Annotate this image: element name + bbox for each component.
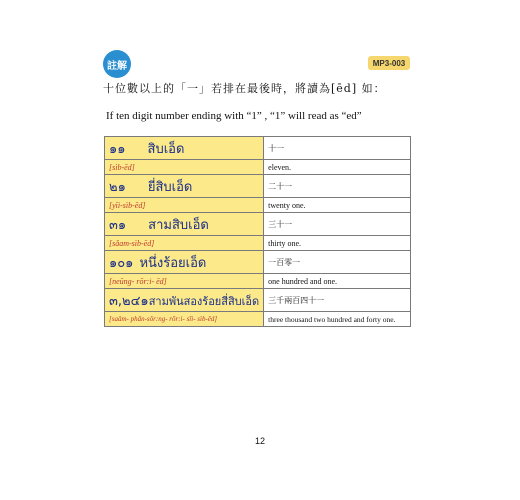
chinese-cell: 二十一 — [264, 175, 411, 198]
thai-numeral: ๓,๒๔๑ — [109, 293, 149, 309]
table-row — [105, 236, 411, 251]
thai-cell — [105, 289, 264, 312]
thai-cell — [105, 251, 264, 274]
thai-numeral: ๓๑ — [109, 217, 127, 233]
thai-numeral: ๒๑ — [109, 179, 126, 195]
audio-track-label: MP3-003 — [368, 56, 410, 70]
table-row — [105, 160, 411, 175]
chinese-cell: 一百零一 — [264, 251, 411, 274]
english-cell: eleven. — [264, 160, 411, 175]
table-row — [105, 289, 411, 312]
romanization-cell: [yīi-sìb-ēd] — [105, 198, 264, 213]
thai-numeral: ๑๑ — [109, 141, 126, 157]
romanization-cell: [sìb-ēd] — [105, 160, 264, 175]
romanization-cell: [neūng- rōr:i- ēd] — [105, 274, 264, 289]
thai-cell — [105, 137, 264, 160]
table-row — [105, 312, 411, 327]
table-row — [105, 175, 411, 198]
chinese-cell: 十一 — [264, 137, 411, 160]
chinese-cell: 三千兩百四十一 — [264, 289, 411, 312]
thai-word: สามพันสองร้อยสี่สิบเอ็ด — [148, 294, 260, 308]
page-number: 12 — [254, 436, 265, 446]
thai-word: สิบเอ็ด — [147, 141, 185, 157]
thai-word: ยี่สิบเอ็ด — [147, 179, 193, 195]
english-cell: twenty one. — [264, 198, 411, 213]
table-row — [105, 251, 411, 274]
romanization-cell: [saǎm- phān-sǒr:ng- rōr:i- sīi- sìb-ēd] — [105, 312, 264, 327]
table-row — [105, 198, 411, 213]
annotation-badge: 註解 — [103, 50, 131, 78]
english-cell: one hundred and one. — [264, 274, 411, 289]
table-row — [105, 213, 411, 236]
intro-chinese: 十位數以上的「一」若排在最後時，將讀為[ēd] 如： — [103, 82, 386, 95]
thai-cell — [105, 175, 264, 198]
thai-numeral: ๑๐๑ — [109, 255, 134, 271]
romanization-cell: [sǎam-sìb-ēd] — [105, 236, 264, 251]
table-row — [105, 274, 411, 289]
intro-english: If ten digit number ending with “1” , “1” will read as “ed” — [106, 110, 362, 122]
number-table — [104, 136, 411, 327]
table-row — [105, 137, 411, 160]
chinese-cell: 三十一 — [264, 213, 411, 236]
english-cell: three thousand two hundred and forty one. — [264, 312, 411, 327]
thai-word: สามสิบเอ็ด — [148, 217, 209, 233]
thai-word: หนึ่งร้อยเอ็ด — [139, 255, 207, 271]
english-cell: thirty one. — [264, 236, 411, 251]
thai-cell — [105, 213, 264, 236]
